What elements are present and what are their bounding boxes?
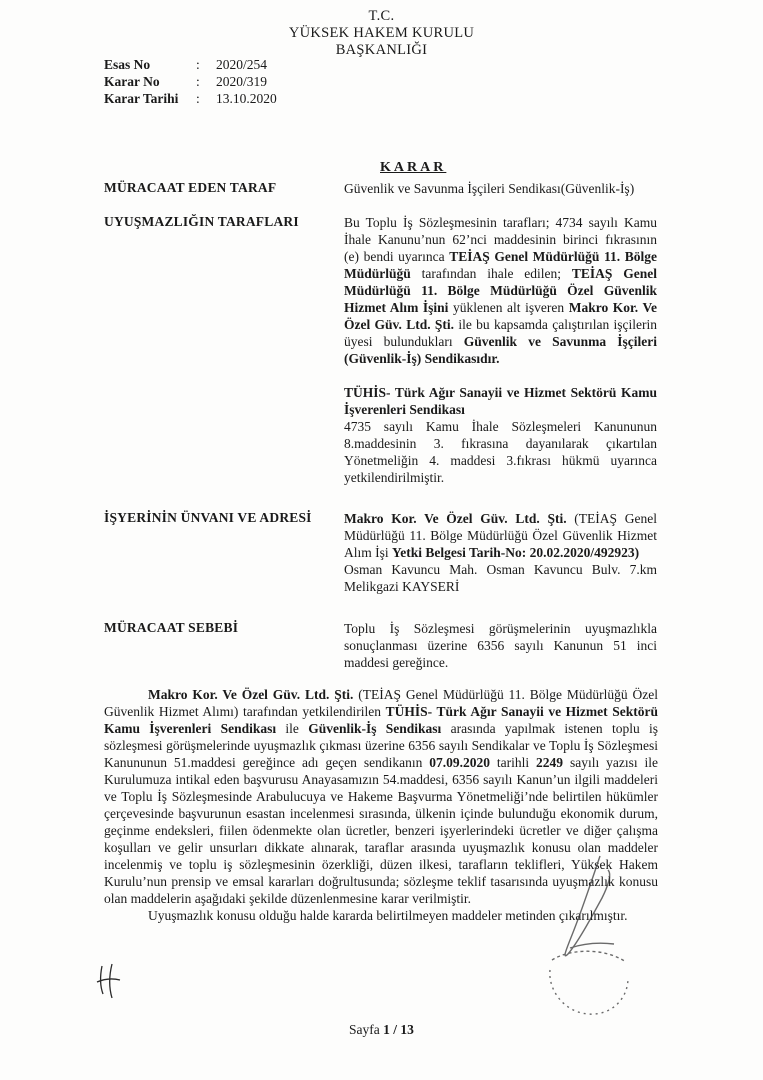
karar-no-label: Karar No: [104, 74, 160, 89]
esas-no-value: 2020/254: [216, 57, 268, 72]
taraflar-text-4: ile bu kapsamda çalıştırılan işçilerin üyesi bulundukları: [344, 317, 657, 349]
isyeri-name: Makro Kor. Ve Özel Güv. Ltd. Şti.: [344, 511, 567, 526]
header-kurul: YÜKSEK HAKEM KURULU: [288, 25, 475, 41]
karar-no-row: [104, 74, 267, 90]
muracaat-sebebi-label: MÜRACAAT SEBEBİ: [104, 620, 239, 635]
taraflar-text-3: yüklenen alt işveren: [448, 300, 569, 315]
page-number: 1 / 13: [383, 1022, 414, 1037]
muracaat-eden-label: MÜRACAAT EDEN TARAF: [104, 180, 277, 195]
page-footer: [0, 1022, 763, 1038]
karar-tarihi-value: 13.10.2020: [216, 91, 277, 106]
karar-tarihi-sep: :: [196, 91, 200, 106]
muracaat-eden-value: Güvenlik ve Savunma İşçileri Sendikası(Güvenlik-İş): [344, 181, 635, 196]
handwritten-initial-icon: [94, 960, 124, 1000]
makro-kor: Makro Kor. Ve Özel Güv. Ltd. Şti.: [344, 300, 657, 332]
karar-no-value: 2020/319: [216, 74, 268, 89]
uyusmazlik-taraflari-body: [344, 214, 657, 486]
esas-no-label: Esas No: [104, 57, 151, 72]
page-label: Sayfa: [349, 1022, 384, 1037]
decision-text-4: tarihli: [489, 755, 537, 770]
muracaat-sebebi-value: Toplu İş Sözleşmesi görüşmelerinin uyuşmazlıkla sonuçlanması üzerine 6356 sayılı Kanunun 51 inci maddesi gereğince.: [344, 621, 657, 670]
teias-bolge: TEİAŞ Genel Müdürlüğü 11. Bölge Müdürlüğü: [344, 249, 657, 281]
decision-text-1: (TEİAŞ Genel Müdürlüğü 11. Bölge Müdürlüğü Özel Güvenlik Hizmet Alımı) tarafından yetkilendirilen: [104, 687, 658, 719]
decision-tuhis: TÜHİS- Türk Ağır Sanayii ve Hizmet Sektörü Kamu İşverenleri Sendikası: [104, 704, 658, 736]
decision-text-3: arasında yapılmak istenen toplu iş sözleşmesi görüşmelerinde uyuşmazlık çıkması üzerine 6356 sayılı Sendikalar ve Toplu İş Sözleşmesi Kanununun 51.maddesi gereğince adı geçen sendikanın: [104, 721, 658, 770]
decision-number: 2249: [536, 755, 564, 770]
isyeri-address: Osman Kavuncu Mah. Osman Kavuncu Bulv. 7.km Melikgazi KAYSERİ: [344, 562, 657, 594]
isyeri-detail: (TEİAŞ Genel Müdürlüğü 11. Bölge Müdürlüğü Özel Güvenlik Hizmet Alım İşi: [344, 511, 657, 560]
guvenlik-is-sendikasi: Güvenlik ve Savunma İşçileri (Güvenlik-İş) Sendikasıdır.: [344, 334, 657, 366]
decision-text-5: sayılı yazısı ile Kurulumuza intikal eden başvurusu Anayasamızın 54.maddesi, 6356 sayılı Kanun’un ilgili maddeleri ve Toplu İş Sözleşmesinde Arabulucuya ve Hakeme Başvurma Yönetmeliği’nde belirtilen hükümler çerçevesinde başvurunun esastan incelenmesi sırasında, ülkenin içinde bulunduğu ekonomik durum, geçinme endeksleri, fiilen ödenmekte olan ücretler, benzeri işyerlerindeki ücretler ve diğer çalışma koşulları ve gelir unsurları dikkate alınarak, taraflar arasında uyuşmazlık konusu olan maddeler incelenmiş ve toplu iş sözleşmesinin özerkliği, düzen ilkesi, tarafların teklifleri, Yüksek Hakem Kurulu’nun prensip ve emsal kararları doğrultusunda; sözleşme teklif tasarısında uyuşmazlık konusu olan maddelerin aşağıdaki şekilde düzenlenmesine karar verilmiştir.: [104, 755, 659, 906]
karar-tarihi-label: Karar Tarihi: [104, 91, 179, 106]
taraflar-paragraph: [344, 214, 657, 367]
decision-date: 07.09.2020: [429, 755, 490, 770]
isyeri-label: İŞYERİNİN ÜNVANI VE ADRESİ: [104, 510, 312, 525]
taraflar-text-2: tarafından ihale edilen;: [410, 266, 572, 281]
stamp-signature-icon: [542, 850, 632, 1020]
header-tc: T.C.: [368, 8, 395, 24]
ozel-guvenlik-hizmet: TEİAŞ Genel Müdürlüğü 11. Bölge Müdürlüğü Özel Güvenlik Hizmet Alım İşini: [344, 266, 657, 315]
karar-tarihi-row: [104, 91, 277, 107]
header-baskanlik: BAŞKANLIĞI: [335, 42, 428, 58]
uyusmazlik-taraflari-label: UYUŞMAZLIĞIN TARAFLARI: [104, 214, 299, 229]
taraflar-text-1: Bu Toplu İş Sözleşmesinin tarafları; 4734 sayılı Kamu İhale Kanunu’nun 62’nci maddesinin birinci fıkrasının (e) bendi uyarınca: [344, 215, 657, 264]
esas-no-sep: :: [196, 57, 200, 72]
tuhis-body: 4735 sayılı Kamu İhale Sözleşmeleri Kanununun 8.maddesinin 3. fıkrasına dayanılarak çıkartılan Yönetmeliğin 4. maddesi 3.fıkrası hükmü uyarınca yetkilendirilmiştir.: [344, 419, 657, 485]
karar-title: KARAR: [380, 160, 447, 175]
decision-guvenlik-is: Güvenlik-İş Sendikası: [308, 721, 442, 736]
decision-makro: Makro Kor. Ve Özel Güv. Ltd. Şti.: [148, 687, 354, 702]
isyeri-body: [344, 510, 657, 595]
tuhis-title: TÜHİS- Türk Ağır Sanayii ve Hizmet Sektörü Kamu İşverenleri Sendikası: [344, 385, 657, 417]
yetki-belgesi: Yetki Belgesi Tarih-No: 20.02.2020/492923): [392, 545, 640, 560]
decision-text-2: ile: [276, 721, 309, 736]
esas-no-row: [104, 57, 267, 73]
karar-no-sep: :: [196, 74, 200, 89]
isyeri-paragraph: [344, 510, 657, 561]
removed-articles-paragraph: Uyuşmazlık konusu olduğu halde kararda belirtilmeyen maddeler metinden çıkarılmıştır.: [148, 908, 628, 923]
